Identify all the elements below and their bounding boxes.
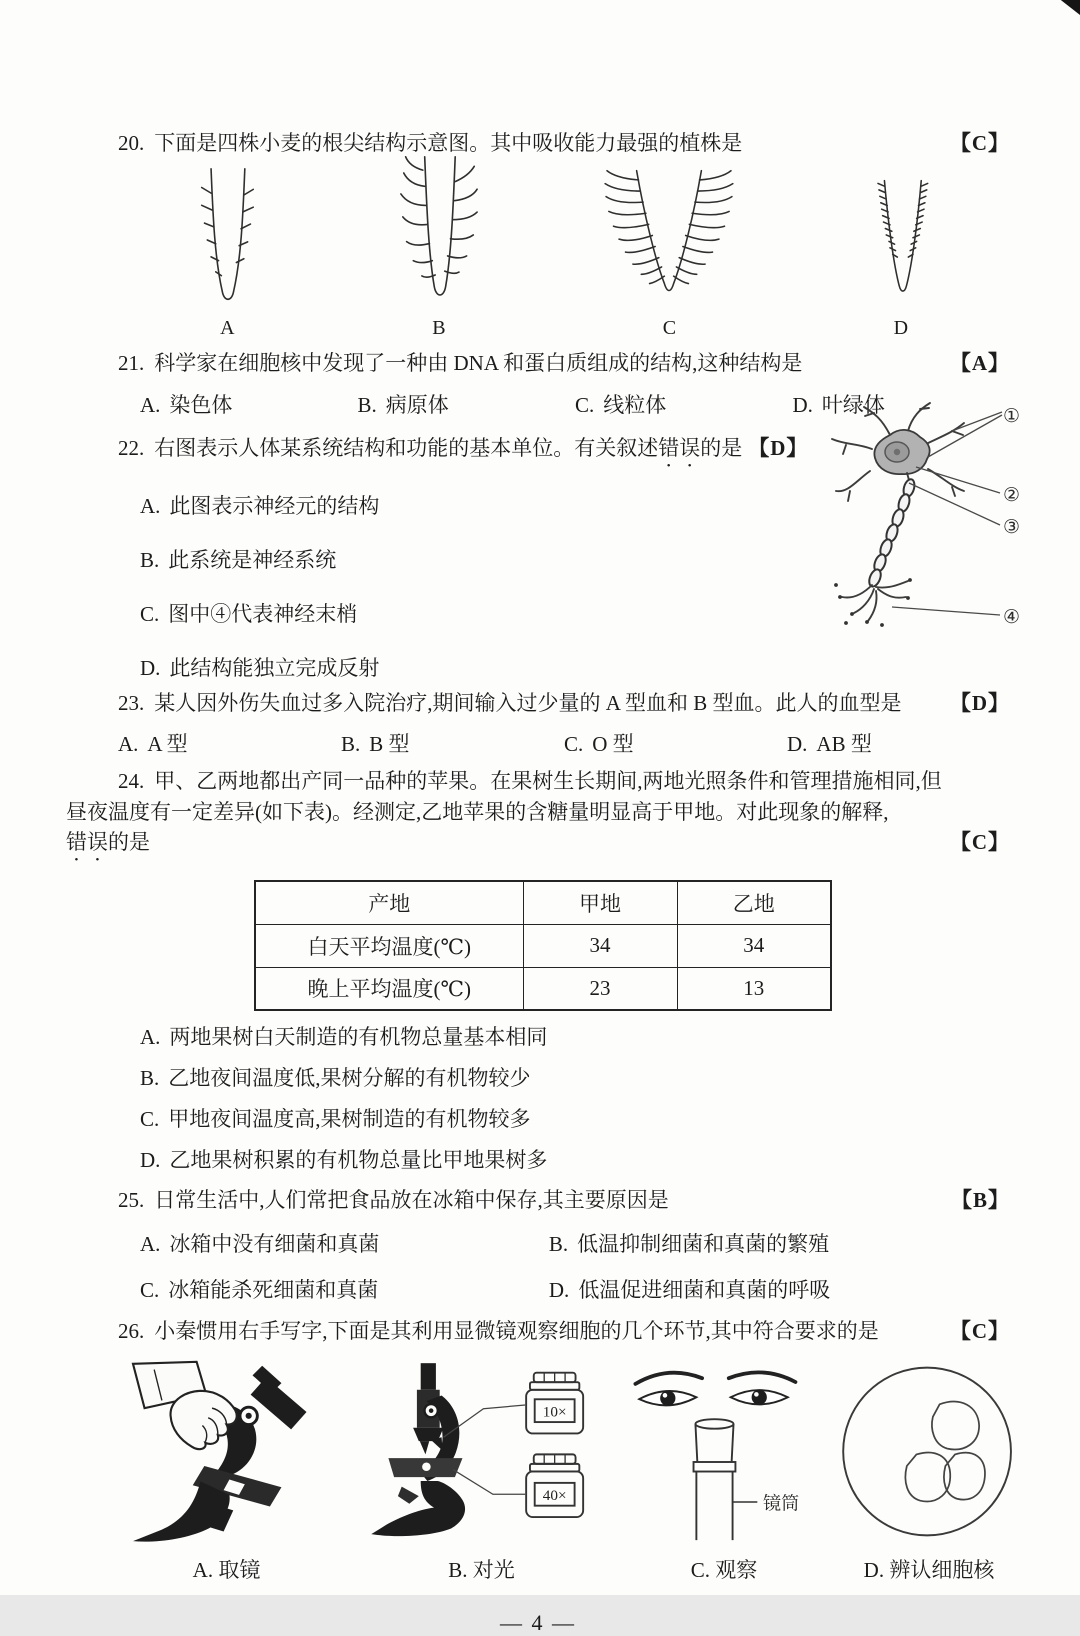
lens-label-10x: 10×	[542, 1403, 567, 1421]
option-22-d: D. 此结构能独立完成反射	[140, 655, 380, 680]
table-cell: 34	[523, 924, 677, 967]
table-header-origin: 产地	[255, 881, 523, 924]
option-21-b: B. 病原体	[357, 392, 449, 417]
question-24-answer: 【C】	[949, 830, 1010, 855]
neuron-label-4: ④	[1003, 605, 1021, 628]
root-label-c: C	[662, 317, 677, 340]
tube-label: 镜筒	[763, 1493, 800, 1514]
question-22-answer: 【D】	[748, 435, 809, 460]
panel-light-alignment	[339, 1358, 624, 1584]
root-diagrams-row	[66, 162, 1010, 340]
option-23-a: A. A 型	[118, 732, 188, 757]
neuron-figure	[812, 397, 1024, 659]
panel-observe	[624, 1358, 824, 1584]
option-24-b: B. 乙地夜间温度低,果树分解的有机物较少	[140, 1066, 531, 1091]
question-24-options	[66, 1021, 1010, 1174]
root-diagram-c	[547, 167, 792, 340]
option-23-c: C. O 型	[564, 732, 634, 757]
panel-caption-b: B. 对光	[448, 1558, 515, 1583]
option-22-b: B. 此系统是神经系统	[140, 547, 337, 572]
question-20-text: 下面是四株小麦的根尖结构示意图。其中吸收能力最强的植株是	[154, 131, 743, 155]
option-25-c: C. 冰箱能杀死细菌和真菌	[140, 1277, 379, 1302]
table-header-site-a: 甲地	[523, 881, 677, 924]
question-21-number: 21.	[118, 351, 145, 376]
option-25-d: D. 低温促进细菌和真菌的呼吸	[548, 1277, 831, 1302]
root-diagram-a	[124, 165, 331, 340]
question-22-number: 22.	[118, 435, 145, 460]
root-tip-d-figure	[841, 177, 961, 315]
question-20-number: 20.	[118, 131, 145, 155]
option-25-b: B. 低温抑制细菌和真菌的繁殖	[548, 1231, 830, 1256]
root-diagram-d	[792, 177, 1010, 340]
question-23-answer: 【D】	[949, 690, 1010, 715]
table-cell: 23	[523, 967, 677, 1010]
option-24-a: A. 两地果树白天制造的有机物总量基本相同	[140, 1025, 548, 1050]
temperature-table	[254, 880, 1010, 1011]
question-25-number: 25.	[118, 1188, 145, 1213]
table-cell: 晚上平均温度(℃)	[255, 967, 523, 1010]
question-21-text: 科学家在细胞核中发现了一种由 DNA 和蛋白质组成的结构,这种结构是	[154, 351, 803, 376]
question-26-text: 小秦惯用右手写字,下面是其利用显微镜观察细胞的几个环节,其中符合要求的是	[154, 1318, 879, 1343]
light-alignment-figure	[339, 1358, 624, 1546]
option-21-a: A. 染色体	[140, 392, 233, 417]
option-24-c: C. 甲地夜间温度高,果树制造的有机物较多	[140, 1107, 531, 1132]
question-25-answer: 【B】	[950, 1188, 1010, 1213]
neuron-label-2: ②	[1003, 483, 1021, 506]
question-24-line2: 昼夜温度有一定差异(如下表)。经测定,乙地苹果的含糖量明显高于甲地。对此现象的解释,	[66, 799, 889, 824]
question-23	[66, 688, 1010, 718]
option-23-b: B. B 型	[341, 732, 410, 757]
page-number: — 4 —	[500, 1610, 576, 1636]
root-diagram-b	[331, 153, 547, 340]
question-24-line1: 甲、乙两地都出产同一品种的苹果。在果树生长期间,两地光照条件和管理措施相同,但	[154, 769, 942, 794]
question-24-line3-text: 错误的是	[66, 830, 150, 855]
root-label-b: B	[432, 317, 446, 340]
root-tip-a-figure	[172, 165, 282, 315]
question-22-text: 右图表示人体某系统结构和功能的基本单位。有关叙述错误的是 【D】	[154, 435, 809, 460]
question-25	[66, 1185, 1010, 1215]
question-26-number: 26.	[118, 1318, 145, 1343]
question-21	[66, 348, 1010, 378]
table-cell: 白天平均温度(℃)	[255, 924, 523, 967]
question-21-answer: 【A】	[949, 351, 1010, 376]
objective-lens-10x	[526, 1373, 583, 1434]
carry-microscope-figure	[114, 1358, 339, 1546]
lens-label-40x: 40×	[542, 1487, 567, 1505]
table-cell: 13	[677, 967, 831, 1010]
table-header-site-b: 乙地	[677, 881, 831, 924]
question-23-options	[66, 728, 1010, 758]
table-row-day	[255, 924, 831, 967]
table-row-night	[255, 967, 831, 1010]
question-26-answer: 【C】	[949, 1318, 1010, 1343]
option-21-d: D. 叶绿体	[792, 392, 885, 417]
question-23-text: 某人因外伤失血过多入院治疗,期间输入过少量的 A 型血和 B 型血。此人的血型是	[154, 690, 902, 715]
panel-carry-microscope	[114, 1358, 339, 1584]
objective-lens-40x	[526, 1454, 583, 1517]
option-23-d: D. AB 型	[787, 732, 872, 757]
panel-identify-nucleus	[824, 1358, 1034, 1584]
option-22-c: C. 图中④代表神经末梢	[140, 601, 358, 626]
neuron-label-1: ①	[1003, 404, 1021, 427]
neuron-label-3: ③	[1003, 515, 1021, 538]
root-label-d: D	[893, 317, 909, 340]
root-tip-c-figure	[574, 167, 764, 315]
question-26	[66, 1316, 1010, 1346]
question-25-options	[66, 1228, 1010, 1304]
question-24-line3	[66, 827, 1010, 866]
question-25-text: 日常生活中,人们常把食品放在冰箱中保存,其主要原因是	[154, 1188, 669, 1213]
root-tip-b-figure	[364, 153, 514, 315]
panel-caption-d: D. 辨认细胞核	[863, 1558, 995, 1583]
panel-caption-a: A. 取镜	[192, 1558, 261, 1583]
question-24	[66, 766, 1010, 796]
question-24-number: 24.	[118, 769, 145, 794]
question-20-answer: 【C】	[949, 131, 1010, 155]
table-cell: 34	[677, 924, 831, 967]
option-21-c: C. 线粒体	[575, 392, 667, 417]
option-25-a: A. 冰箱中没有细菌和真菌	[140, 1231, 380, 1256]
option-24-d: D. 乙地果树积累的有机物总量比甲地果树多	[140, 1148, 548, 1173]
table-header-row	[255, 881, 831, 924]
question-23-number: 23.	[118, 690, 145, 715]
root-label-a: A	[220, 317, 235, 340]
option-22-a: A. 此图表示神经元的结构	[140, 493, 380, 518]
field-of-view-figure	[824, 1358, 1034, 1546]
observe-figure	[624, 1358, 824, 1546]
panel-caption-c: C. 观察	[690, 1558, 758, 1583]
microscope-panels-row	[66, 1358, 1010, 1584]
